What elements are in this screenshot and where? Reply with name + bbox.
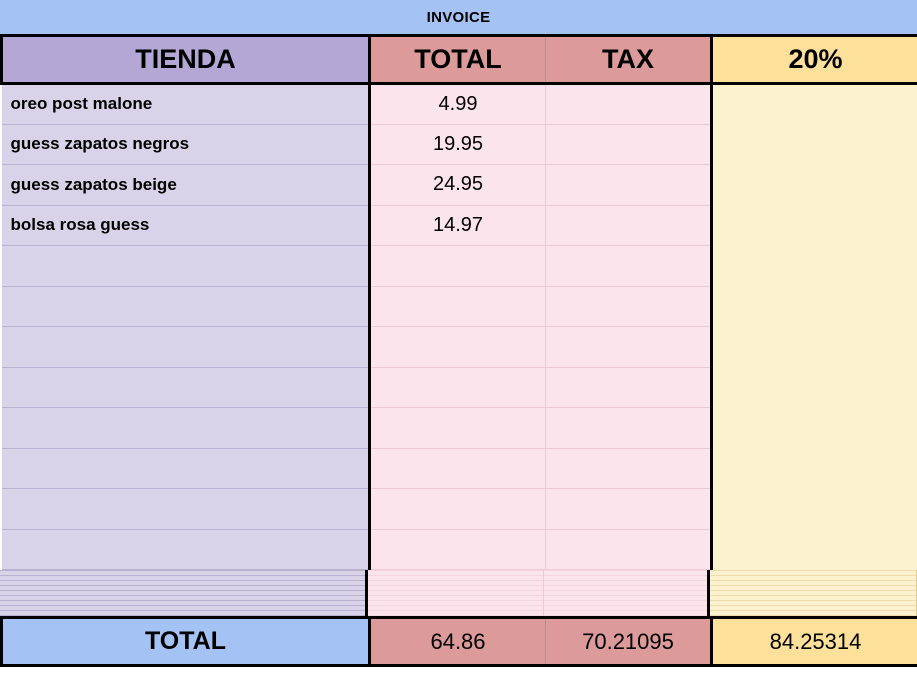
cell-total[interactable] bbox=[370, 327, 546, 368]
collapsed-row-line bbox=[710, 615, 916, 616]
collapsed-row-line bbox=[710, 610, 916, 611]
collapsed-row-line bbox=[544, 600, 707, 601]
cell-total[interactable] bbox=[370, 489, 546, 530]
collapsed-row-line bbox=[710, 575, 916, 576]
document-title-bar bbox=[0, 0, 917, 34]
collapsed-rows-region bbox=[0, 570, 917, 616]
collapsed-row-line bbox=[544, 575, 707, 576]
cell-tienda[interactable] bbox=[2, 246, 370, 287]
cell-total[interactable] bbox=[370, 367, 546, 408]
collapsed-row-line bbox=[0, 600, 365, 601]
cell-total[interactable] bbox=[370, 448, 546, 489]
cell-total[interactable]: 4.99 bbox=[370, 84, 546, 125]
cell-total[interactable] bbox=[370, 246, 546, 287]
cell-tax[interactable] bbox=[546, 246, 712, 287]
collapsed-row-line bbox=[0, 575, 365, 576]
cell-tax[interactable] bbox=[546, 165, 712, 206]
cell-total[interactable]: 24.95 bbox=[370, 165, 546, 206]
cell-total[interactable] bbox=[370, 286, 546, 327]
table-row bbox=[2, 84, 917, 125]
cell-tienda[interactable]: guess zapatos beige bbox=[2, 165, 370, 206]
column-header-tax[interactable]: TAX bbox=[546, 36, 712, 84]
collapsed-row-line bbox=[710, 605, 916, 606]
collapsed-row-line bbox=[368, 570, 543, 571]
cell-tax[interactable] bbox=[546, 205, 712, 246]
collapsed-column-percent bbox=[710, 570, 917, 616]
cell-tax[interactable] bbox=[546, 529, 712, 570]
cell-tax[interactable] bbox=[546, 408, 712, 449]
collapsed-row-line bbox=[368, 575, 543, 576]
invoice-table bbox=[0, 34, 917, 570]
collapsed-row-line bbox=[710, 595, 916, 596]
page-title: INVOICE bbox=[426, 8, 491, 26]
cell-total[interactable] bbox=[370, 529, 546, 570]
collapsed-row-line bbox=[0, 605, 365, 606]
collapsed-row-line bbox=[544, 580, 707, 581]
cell-tienda[interactable] bbox=[2, 448, 370, 489]
table-header-row bbox=[2, 36, 917, 84]
collapsed-row-line bbox=[0, 590, 365, 591]
cell-tax[interactable] bbox=[546, 489, 712, 530]
collapsed-row-line bbox=[368, 585, 543, 586]
cell-tax[interactable] bbox=[546, 286, 712, 327]
collapsed-row-line bbox=[0, 595, 365, 596]
collapsed-row-line bbox=[368, 580, 543, 581]
totals-table bbox=[0, 616, 917, 667]
totals-value-percent[interactable]: 84.25314 bbox=[712, 618, 917, 666]
collapsed-row-line bbox=[0, 615, 365, 616]
collapsed-row-line bbox=[710, 570, 916, 571]
cell-tienda[interactable] bbox=[2, 408, 370, 449]
collapsed-column-tienda bbox=[0, 570, 368, 616]
collapsed-row-line bbox=[368, 605, 543, 606]
collapsed-row-line bbox=[710, 590, 916, 591]
cell-total[interactable]: 19.95 bbox=[370, 124, 546, 165]
collapsed-row-line bbox=[544, 585, 707, 586]
collapsed-column-total bbox=[368, 570, 544, 616]
cell-tax[interactable] bbox=[546, 124, 712, 165]
collapsed-row-line bbox=[368, 610, 543, 611]
cell-tax[interactable] bbox=[546, 327, 712, 368]
collapsed-row-line bbox=[368, 600, 543, 601]
cell-tienda[interactable]: guess zapatos negros bbox=[2, 124, 370, 165]
column-header-tienda[interactable]: TIENDA bbox=[2, 36, 370, 84]
collapsed-column-tax bbox=[544, 570, 710, 616]
totals-row bbox=[2, 618, 917, 666]
cell-tax[interactable] bbox=[546, 448, 712, 489]
column-header-percent[interactable]: 20% bbox=[712, 36, 917, 84]
collapsed-row-line bbox=[368, 595, 543, 596]
collapsed-row-line bbox=[710, 585, 916, 586]
collapsed-row-line bbox=[544, 590, 707, 591]
cell-tienda[interactable] bbox=[2, 489, 370, 530]
collapsed-row-line bbox=[544, 570, 707, 571]
cell-tienda[interactable] bbox=[2, 327, 370, 368]
collapsed-row-line bbox=[0, 585, 365, 586]
cell-tax[interactable] bbox=[546, 367, 712, 408]
totals-value-total[interactable]: 64.86 bbox=[370, 618, 546, 666]
collapsed-row-line bbox=[544, 605, 707, 606]
collapsed-row-line bbox=[544, 610, 707, 611]
cell-percent-merged[interactable] bbox=[712, 84, 917, 570]
collapsed-row-line bbox=[368, 615, 543, 616]
cell-tienda[interactable]: bolsa rosa guess bbox=[2, 205, 370, 246]
bottom-spacer bbox=[0, 667, 917, 673]
cell-tienda[interactable] bbox=[2, 529, 370, 570]
collapsed-row-line bbox=[0, 580, 365, 581]
cell-total[interactable] bbox=[370, 408, 546, 449]
collapsed-row-line bbox=[368, 590, 543, 591]
cell-tienda[interactable] bbox=[2, 367, 370, 408]
cell-tienda[interactable]: oreo post malone bbox=[2, 84, 370, 125]
cell-tienda[interactable] bbox=[2, 286, 370, 327]
collapsed-row-line bbox=[710, 600, 916, 601]
collapsed-row-line bbox=[0, 570, 365, 571]
cell-tax[interactable] bbox=[546, 84, 712, 125]
collapsed-row-line bbox=[0, 610, 365, 611]
column-header-total[interactable]: TOTAL bbox=[370, 36, 546, 84]
cell-total[interactable]: 14.97 bbox=[370, 205, 546, 246]
totals-label[interactable]: TOTAL bbox=[2, 618, 370, 666]
collapsed-row-line bbox=[710, 580, 916, 581]
collapsed-row-line bbox=[544, 595, 707, 596]
totals-value-tax[interactable]: 70.21095 bbox=[546, 618, 712, 666]
collapsed-row-line bbox=[544, 615, 707, 616]
